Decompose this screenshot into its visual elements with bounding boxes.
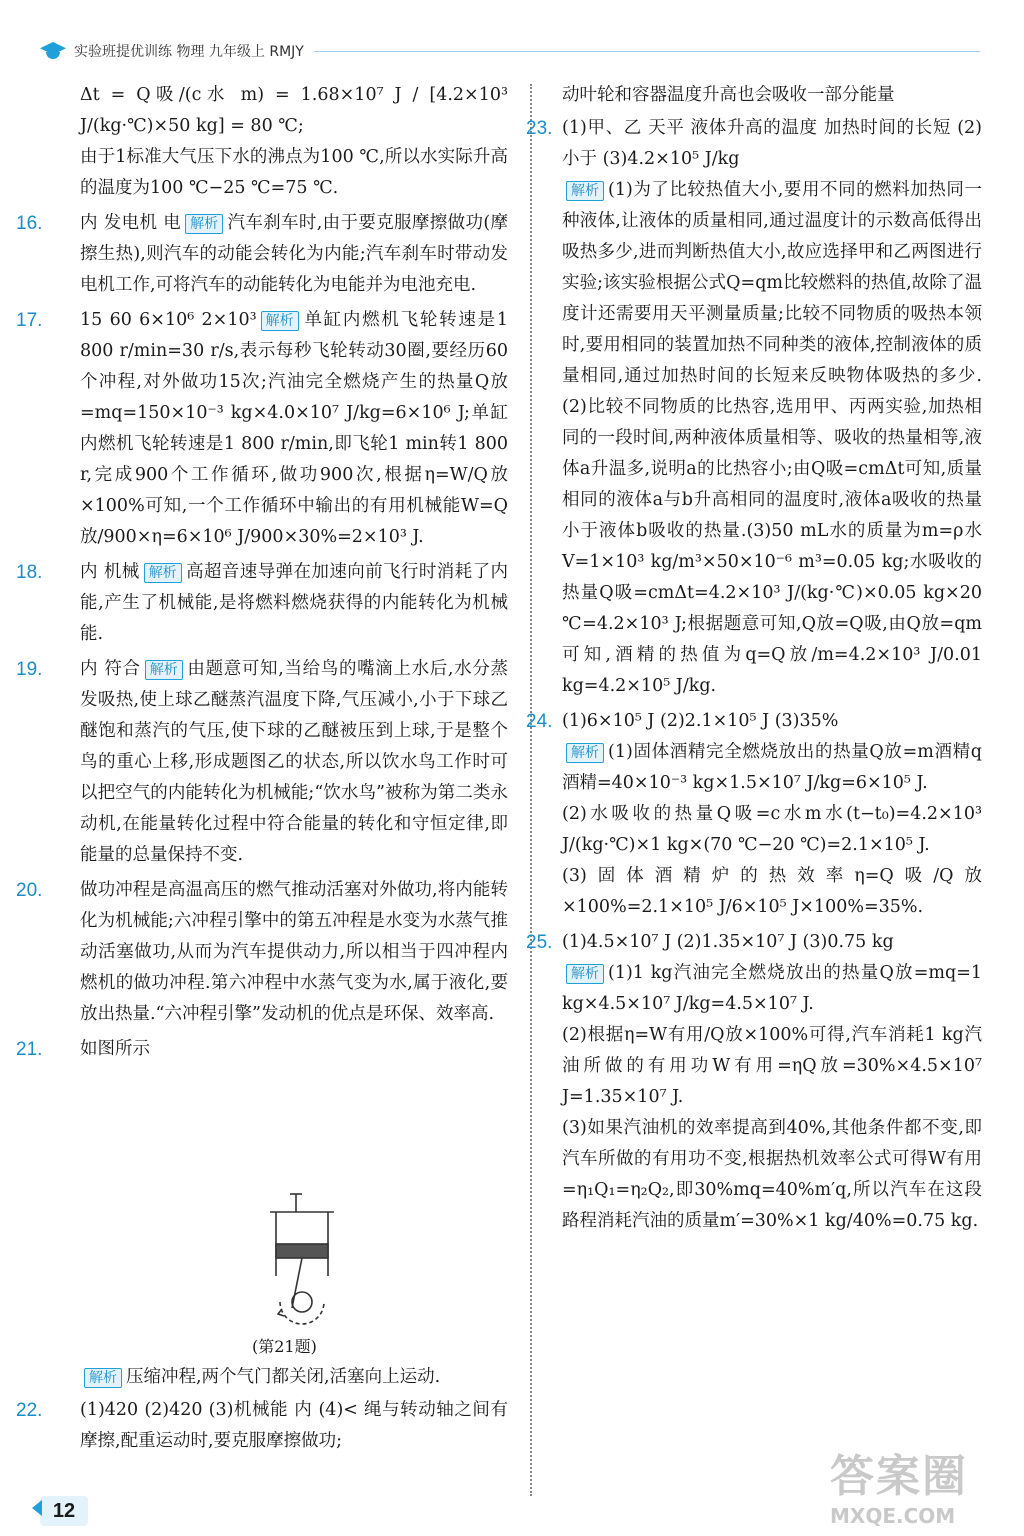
q24-answer: (1)6×10⁵ J (2)2.1×10⁵ J (3)35%	[562, 711, 839, 731]
header-rule	[314, 51, 980, 52]
q18-explanation: 高超音速导弹在加速向前飞行时消耗了内能,产生了机械能,是将燃料燃烧获得的内能转化为机械能.	[80, 562, 508, 644]
q16	[16, 208, 508, 301]
header-title: 实验班提优训练 物理 九年级上 RMJY	[74, 44, 304, 60]
left-column-bottom	[16, 1362, 508, 1457]
q17-explanation: 单缸内燃机飞轮转速是1 800 r/min=30 r/s,表示每秒飞轮转动30圈,要经历60个冲程,对外做功15次;汽油完全燃烧产生的热量Q放=mq=150×10⁻³ kg×4.0×10⁷ J/kg=6×10⁶ J;单缸内燃机飞轮转速是1 800 r/min,即飞轮1 min转1 800 r,完成900个工作循环,做功900次,根据η=W/Q放×100%可知,一个工作循环中输出的有用机械能W=Q放/900×η=6×10⁶ J/900×30%=2×10³ J.	[80, 310, 508, 547]
q21-number: 21.	[16, 1039, 43, 1060]
q19-number: 19.	[16, 659, 43, 680]
q25-explanation-3: (3)如果汽油机的效率提高到40%,其他条件都不变,即汽车所做的有用功不变,根据热机效率公式可得W有用=η₁Q₁=η₂Q₂,即30%mq=40%m′q,所以汽车在这段路程消耗汽油的质量m′=30%×1 kg/40%=0.75 kg.	[562, 1118, 982, 1231]
column-divider	[530, 84, 532, 1496]
watermark-logo: 答案圈	[830, 1451, 968, 1502]
engine-cylinder-diagram	[262, 1190, 342, 1330]
q25-number: 25.	[526, 932, 553, 953]
q23-number: 23.	[526, 118, 553, 139]
q25-answer: (1)4.5×10⁷ J (2)1.35×10⁷ J (3)0.75 kg	[562, 932, 894, 952]
q15-calc: Δt = Q吸/(c水 m) = 1.68×10⁷ J / [4.2×10³ J/(kg·℃)×50 kg] = 80 ℃;	[80, 85, 508, 136]
left-column	[16, 80, 508, 1065]
q22-continued: 动叶轮和容器温度升高也会吸收一部分能量	[562, 85, 895, 105]
q23	[526, 113, 982, 702]
q16-explanation: 汽车刹车时,由于要克服摩擦做功(摩擦生热),则汽车的动能会转化为内能;汽车刹车时带动发电机工作,可将汽车的动能转化为电能并为电池充电.	[80, 213, 508, 295]
q24-explanation-2: (2)水吸收的热量Q吸=c水m水(t−t₀)=4.2×10³ J/(kg·℃)×1 kg×(70 ℃−20 ℃)=2.1×10⁵ J.	[562, 804, 982, 855]
page-number: 12	[40, 1496, 88, 1526]
q20-answer: 做功冲程是高温高压的燃气推动活塞对外做功,将内能转化为机械能;六冲程引擎中的第五冲程是水变为水蒸气推动活塞做功,从而为汽车提供动力,所以相当于四冲程内燃机的做功冲程.第六冲程中水蒸气变为水,属于液化,要放出热量.“六冲程引擎”发动机的优点是环保、效率高.	[80, 880, 508, 1024]
watermark	[830, 1440, 1010, 1530]
q25-explanation-1: (1)1 kg汽油完全燃烧放出的热量Q放=mq=1 kg×4.5×10⁷ J/kg=4.5×10⁷ J.	[562, 963, 982, 1014]
q25	[526, 927, 982, 1237]
analysis-tag: 解析	[261, 311, 299, 331]
watermark-url: MXQE.COM	[830, 1504, 956, 1528]
q22-number: 22.	[16, 1400, 43, 1421]
q20-number: 20.	[16, 880, 43, 901]
q22-answer: (1)420 (2)420 (3)机械能 内 (4)< 绳与转动轴之间有摩擦,配重运动时,要克服摩擦做功;	[80, 1400, 508, 1451]
q17-number: 17.	[16, 310, 43, 331]
q23-explanation: (1)为了比较热值大小,要用不同的燃料加热同一种液体,让液体的质量相同,通过温度计的示数高低得出吸热多少,进而判断热值大小,故应选择甲和乙两图进行实验;该实验根据公式Q=qm比较燃料的热值,故除了温度计还需要用天平测量质量;比较不同物质的吸热本领时,要用相同的装置加热不同种类的液体,控制液体的质量相同,通过加热时间的长短来反映物体吸热的多少.(2)比较不同物质的比热容,选用甲、丙两实验,加热相同的一段时间,两种液体质量相等、吸收的热量相等,液体a升温多,说明a的比热容小;由Q吸=cmΔt可知,质量相同的液体a与b升高相同的温度时,液体a吸收的热量小于液体b吸收的热量.(3)50 mL水的质量为m=ρ水V=1×10³ kg/m³×50×10⁻⁶ m³=0.05 kg;水吸收的热量Q吸=cmΔt=4.2×10³ J/(kg·℃)×0.05 kg×20 ℃=4.2×10³ J;根据题意可知,Q放=Q吸,由Q放=qm可知,酒精的热值为q=Q放/m=4.2×10³ J/0.01 kg=4.2×10⁵ J/kg.	[562, 180, 982, 696]
q21-explanation: 压缩冲程,两个气门都关闭,活塞向上运动.	[126, 1367, 441, 1387]
analysis-tag: 解析	[566, 743, 604, 763]
q21	[16, 1034, 508, 1065]
analysis-tag: 解析	[185, 214, 223, 234]
q22	[16, 1395, 508, 1457]
q16-number: 16.	[16, 213, 43, 234]
q24-explanation-1: (1)固体酒精完全燃烧放出的热量Q放=m酒精q酒精=40×10⁻³ kg×1.5×10⁷ J/kg=6×10⁵ J.	[562, 742, 982, 793]
page-header	[40, 40, 980, 62]
analysis-tag: 解析	[144, 563, 182, 583]
q19-answer: 内 符合	[80, 659, 141, 679]
analysis-tag: 解析	[84, 1368, 122, 1388]
q20	[16, 875, 508, 1030]
q18	[16, 557, 508, 650]
q17	[16, 305, 508, 553]
q24-number: 24.	[526, 711, 553, 732]
q15-note: 由于1标准大气压下水的沸点为100 ℃,所以水实际升高的温度为100 ℃−25 ℃=75 ℃.	[80, 147, 508, 198]
q23-answer: (1)甲、乙 天平 液体升高的温度 加热时间的长短 (2)小于 (3)4.2×10⁵ J/kg	[562, 118, 982, 169]
analysis-tag: 解析	[566, 181, 604, 201]
q24	[526, 706, 982, 923]
figure-caption: (第21题)	[252, 1337, 317, 1356]
q18-answer: 内 机械	[80, 562, 140, 582]
q24-explanation-3: (3)固体酒精炉的热效率η=Q吸/Q放×100%=2.1×10⁵ J/6×10⁵ J×100%=35%.	[562, 866, 982, 917]
q19-explanation: 由题意可知,当给鸟的嘴滴上水后,水分蒸发吸热,使上球乙醚蒸汽温度下降,气压减小,小于下球乙醚饱和蒸汽的气压,使下球的乙醚被压到上球,于是整个鸟的重心上移,形成题图乙的状态,所以饮水鸟工作时可以把空气的内能转化为机械能;“饮水鸟”被称为第二类永动机,在能量转化过程中符合能量的转化和守恒定律,即能量的总量保持不变.	[80, 659, 508, 865]
book-logo-icon	[40, 42, 66, 60]
q19	[16, 654, 508, 871]
analysis-tag: 解析	[566, 964, 604, 984]
q17-answer: 15 60 6×10⁶ 2×10³	[80, 310, 257, 330]
q21-answer: 如图所示	[80, 1039, 150, 1059]
q25-explanation-2: (2)根据η=W有用/Q放×100%可得,汽车消耗1 kg汽油所做的有用功W有用=ηQ放=30%×4.5×10⁷ J=1.35×10⁷ J.	[562, 1025, 982, 1107]
analysis-tag: 解析	[145, 660, 183, 680]
right-column	[526, 80, 982, 1237]
q16-answer: 内 发电机 电	[80, 213, 182, 233]
q18-number: 18.	[16, 562, 43, 583]
